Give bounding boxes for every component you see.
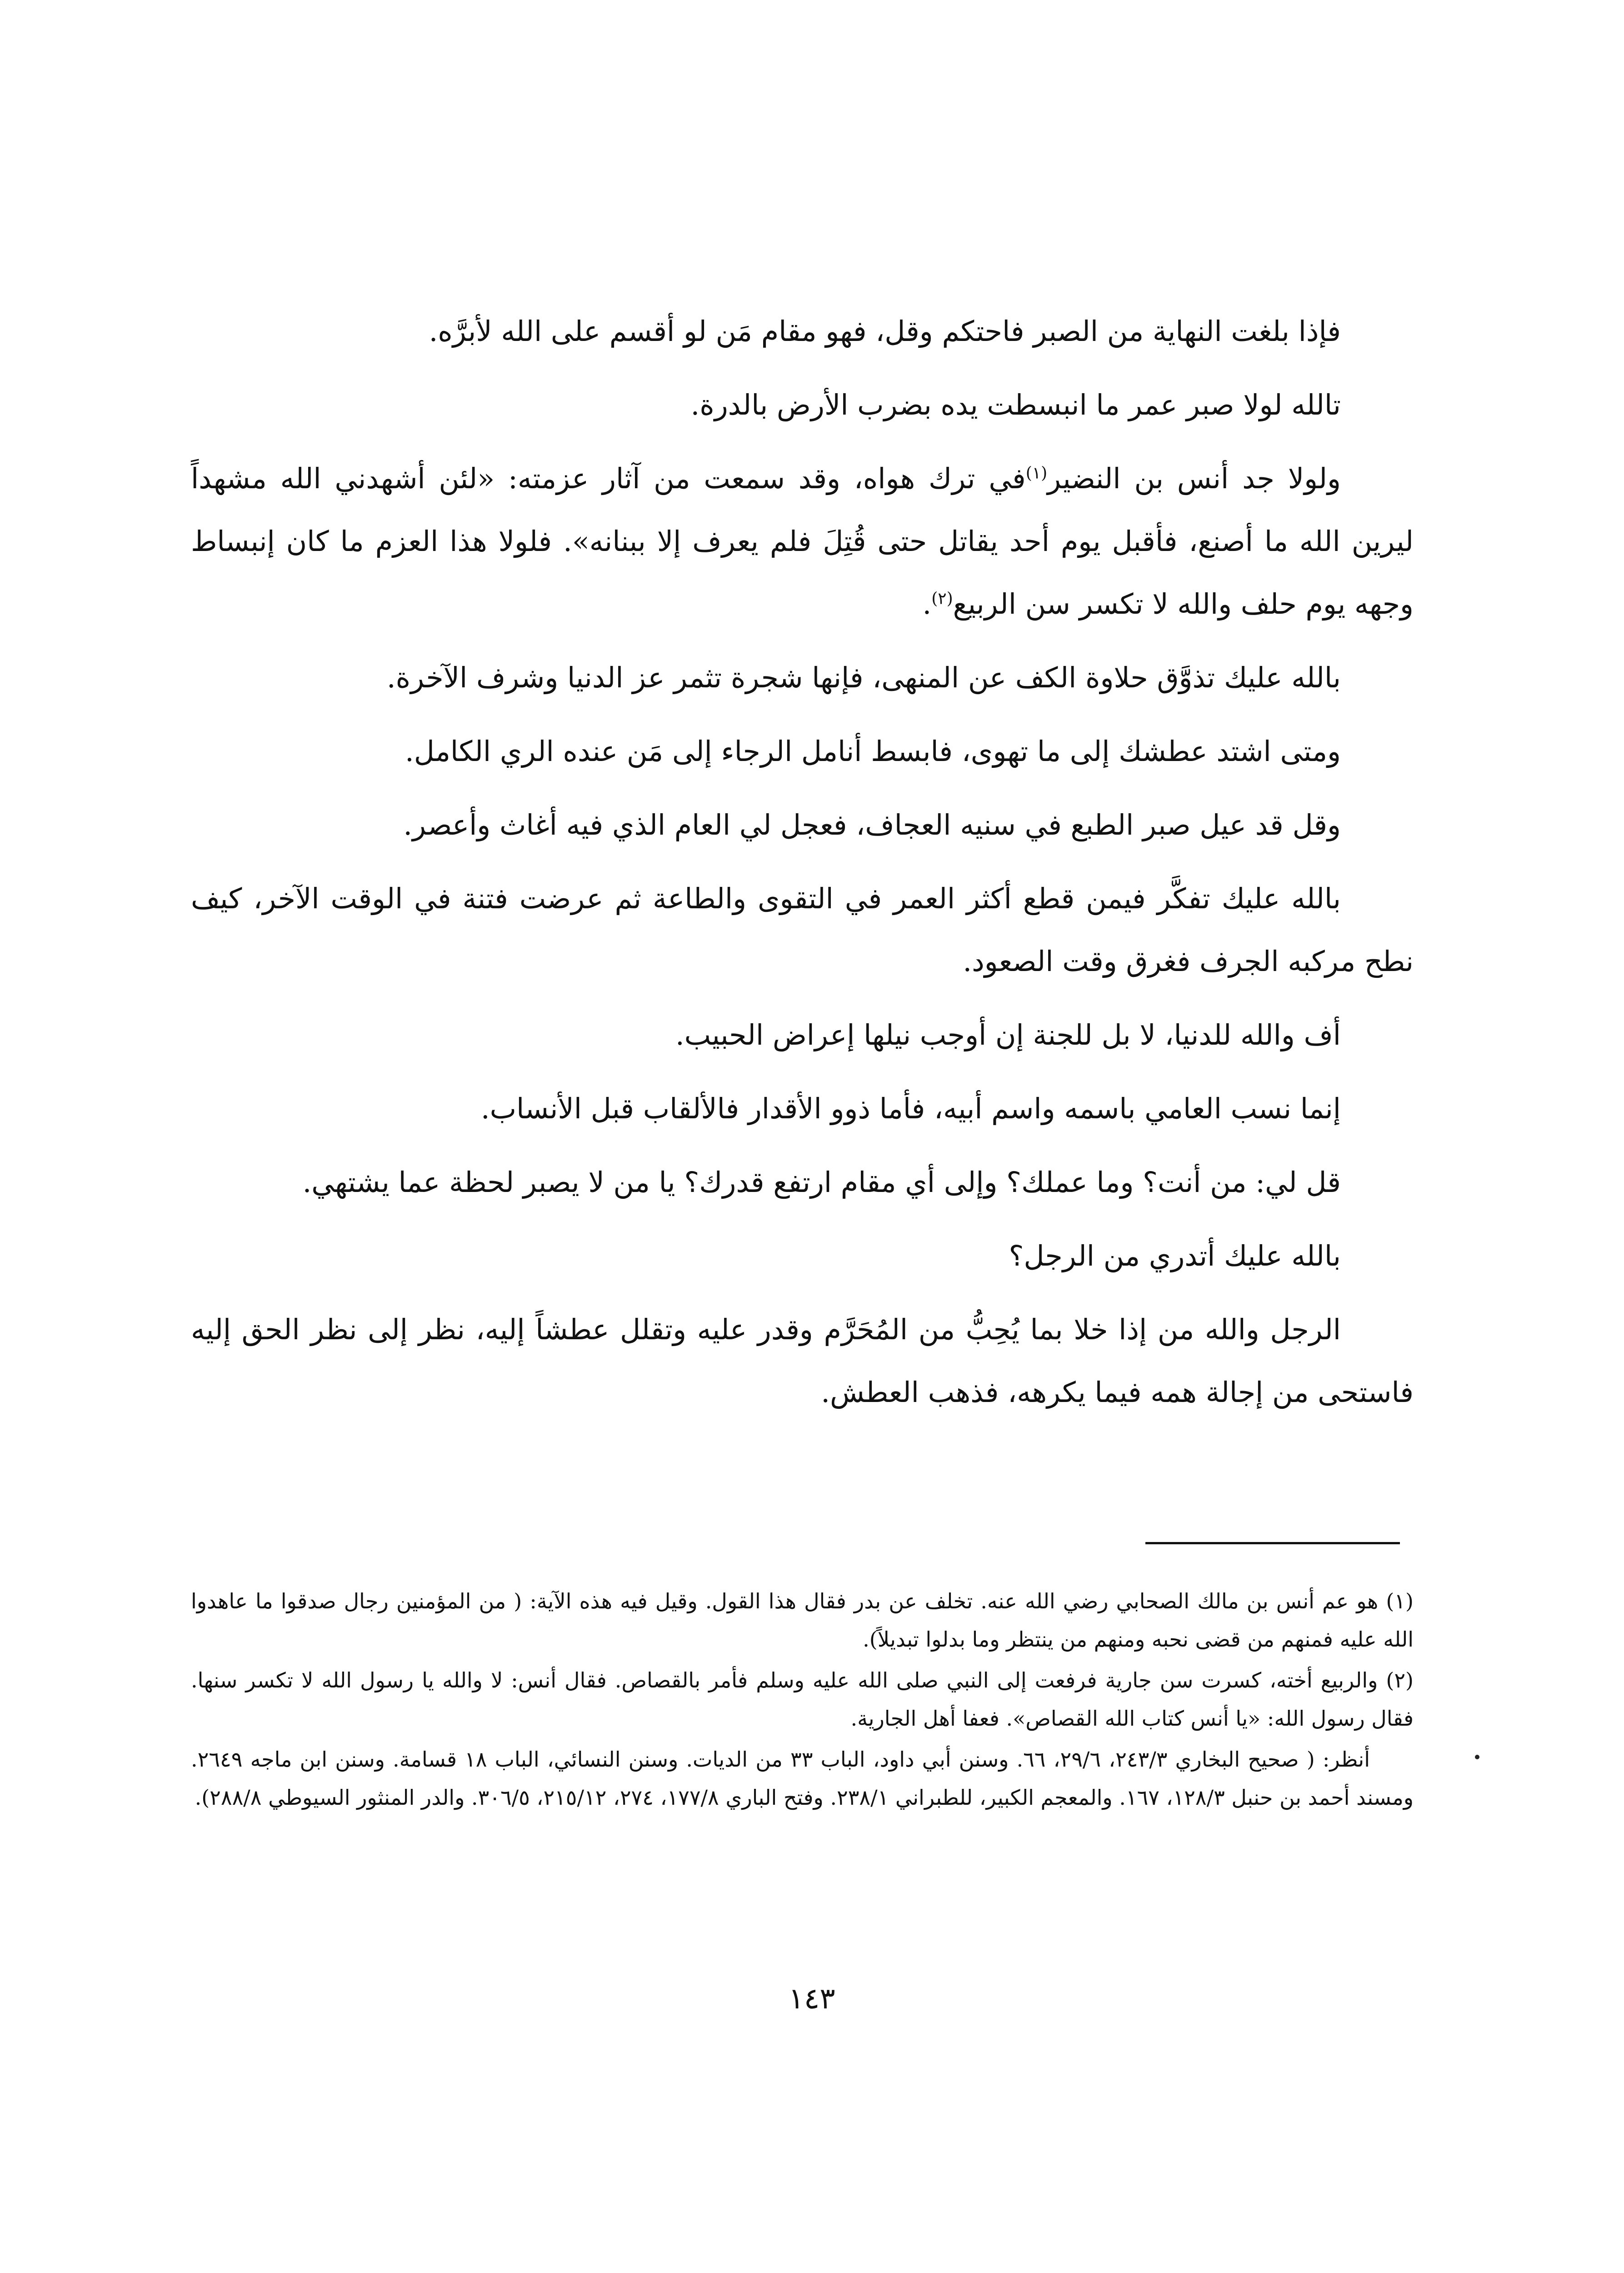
footnotes <box>191 1582 1414 1819</box>
paragraph: ولولا جد أنس بن النضير$^{(١)}$في ترك هواه، وقد سمعت من آثار عزمته: «لئن أشهدني الله مشهداً ليرين الله ما أصنع، فأقبل يوم أحد يقاتل حتى قُتِلَ فلم يعرف إلا ببنانه». فلولا هذا العزم ما كان إنبساط وجهه يوم حلف والله لا تكسر سن الربيع$^{(٢)}$. <box>191 462 1414 621</box>
footnote-marker-2[interactable]: (٢) <box>931 589 953 608</box>
paragraph: ومتى اشتد عطشك إلى ما تهوى، فابسط أنامل الرجاء إلى مَن عنده الري الكامل. <box>405 735 1341 768</box>
paragraph: فإذا بلغت النهاية من الصبر فاحتكم وقل، فهو مقام مَن لو أقسم على الله لأبرَّه. <box>429 315 1341 348</box>
paragraph: بالله عليك تفكَّر فيمن قطع أكثر العمر في التقوى والطاعة ثم عرضت فتنة في الوقت الآخر، كيف نطح مركبه الجرف فغرق وقت الصعود. <box>191 882 1414 978</box>
paragraph: إنما نسب العامي باسمه واسم أبيه، فأما ذوو الأقدار فالألقاب قبل الأنساب. <box>480 1092 1341 1125</box>
footnote-references: أنظر: ( صحيح البخاري ٢٤٣/٣، ٢٩/٦، ٦٦. وسنن أبي داود، الباب ٣٣ من الديات. وسنن النسائي، الباب ١٨ قسامة. وسنن ابن ماجه ٢٦٤٩. ومسند أحمد بن حنبل ١٢٨/٣، ١٦٧. والمعجم الكبير، للطبراني ٢٣٨/١. وفتح الباري ١٧٧/٨، ٢٧٤، ٢١٥/١٢، ٣٠٦/٥. والدر المنثور السيوطي ٢٨٨/٨). <box>191 1747 1414 1810</box>
footnote-2: (٢) والربيع أخته، كسرت سن جارية فرفعت إلى النبي صلى الله عليه وسلم فأمر بالقصاص. فقال أنس: لا والله يا رسول الله لا تكسر سنها. فقال رسول الله: «يا أنس كتاب الله القصاص». فعفا أهل الجارية. <box>191 1668 1414 1731</box>
main-text <box>191 300 1414 1435</box>
paragraph-part: ولولا جد أنس بن النضير <box>1047 462 1341 495</box>
paragraph: تالله لولا صبر عمر ما انبسطت يده بضرب الأرض بالدرة. <box>690 388 1341 421</box>
footnote-marker-1[interactable]: (١) <box>1025 464 1048 483</box>
paragraph: قل لي: من أنت؟ وما عملك؟ وإلى أي مقام ارتفع قدرك؟ يا من لا يصبر لحظة عما يشتهي. <box>302 1166 1341 1199</box>
footnote-1: (١) هو عم أنس بن مالك الصحابي رضي الله عنه. تخلف عن بدر فقال هذا القول. وقيل فيه هذه الآية: ( من المؤمنين رجال صدقوا ما عاهدوا الله عليه فمنهم من قضى نحبه ومنهم من ينتظر وما بدلوا تبديلاً). <box>191 1589 1414 1652</box>
footnote-divider <box>1145 1542 1400 1544</box>
paragraph-part: في ترك هواه، وقد سمعت من آثار عزمته: «لئن أشهدني الله مشهداً ليرين الله ما أصنع، فأقبل يوم أحد يقاتل حتى قُتِلَ فلم يعرف إلا ببنانه». فلولا هذا العزم ما كان إنبساط وجهه يوم حلف والله لا تكسر سن الربيع <box>191 462 1414 621</box>
paragraph: الرجل والله من إذا خلا بما يُحِبُّ من المُحَرَّم وقدر عليه وتقلل عطشاً إليه، نظر إلى نظر الحق إليه فاستحى من إجالة همه فيما يكرهه، فذهب العطش. <box>191 1313 1414 1409</box>
paragraph: وقل قد عيل صبر الطبع في سنيه العجاف، فعجل لي العام الذي فيه أغاث وأعصر. <box>403 808 1341 841</box>
paragraph: بالله عليك تذوَّق حلاوة الكف عن المنهى، فإنها شجرة تثمر عز الدنيا وشرف الآخرة. <box>386 661 1341 694</box>
page-number: ١٤٣ <box>788 1982 835 2016</box>
scan-speck <box>1475 1755 1479 1759</box>
paragraph: بالله عليك أتدري من الرجل؟ <box>1009 1239 1341 1272</box>
paragraph: أف والله للدنيا، لا بل للجنة إن أوجب نيلها إعراض الحبيب. <box>675 1018 1341 1051</box>
